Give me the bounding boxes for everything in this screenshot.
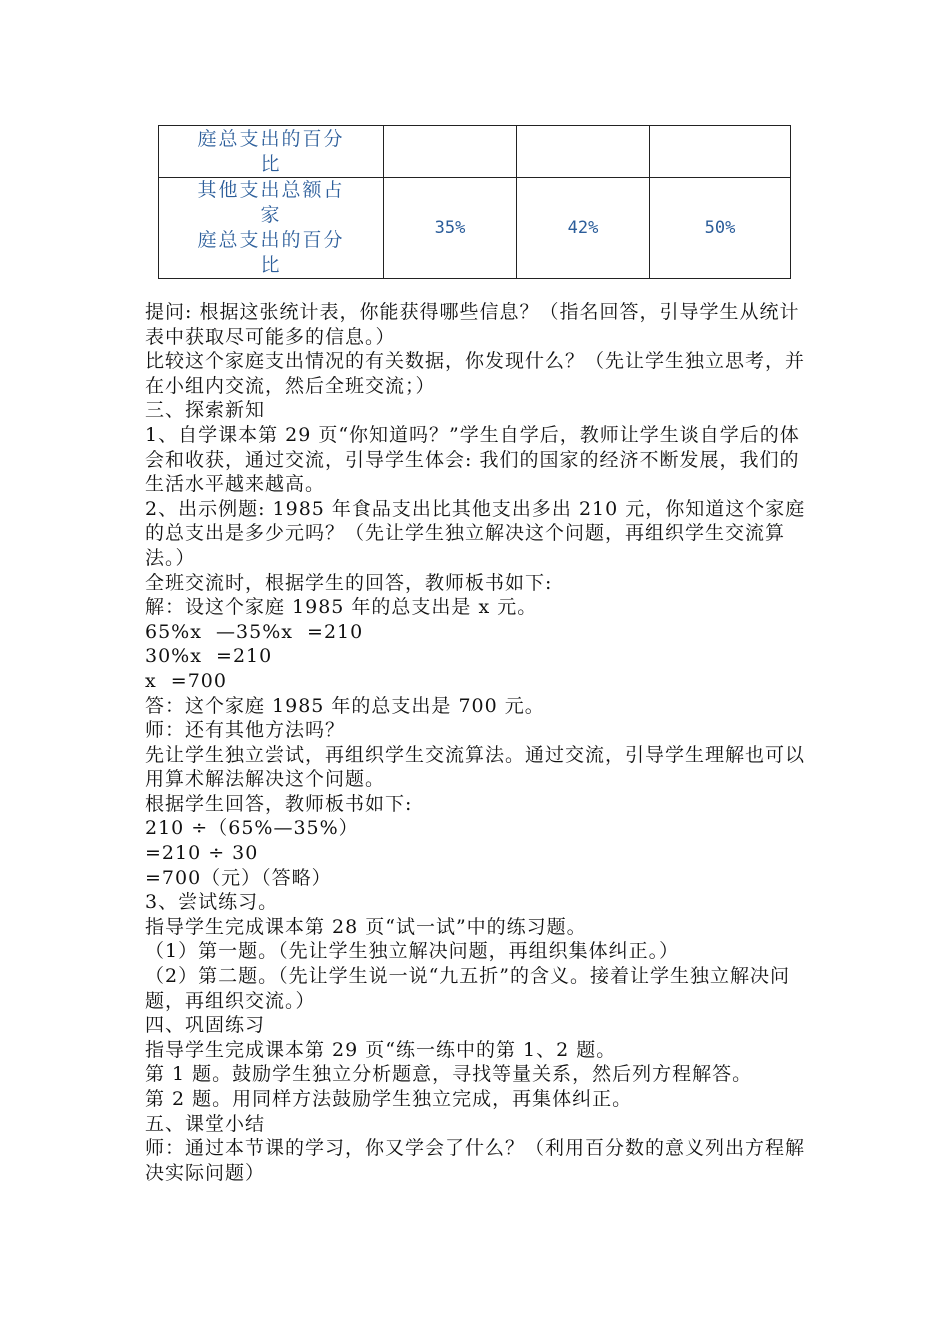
table-cell: 50%: [650, 178, 791, 279]
label-line: 其他支出总额占: [197, 179, 345, 201]
paragraph: x =700: [145, 669, 227, 692]
paragraph: 师：还有其他方法吗？: [145, 719, 346, 742]
table-cell: [517, 126, 650, 178]
paragraph: 三、探索新知: [145, 399, 266, 422]
label-line: 比: [260, 254, 282, 276]
paragraph: 3、尝试练习。: [145, 891, 279, 914]
paragraph: 指导学生完成课本第 28 页“试一试”中的练习题。: [145, 915, 587, 938]
table-row: [159, 178, 791, 279]
paragraph: 师：通过本节课的学习，你又学会了什么？（利用百分数的意义列出方程解决实际问题）: [145, 1137, 806, 1184]
label-line: 比: [260, 152, 282, 175]
paragraph: 四、巩固练习: [145, 1014, 266, 1037]
paragraph: （2）第二题。（先让学生说一说“九五折”的含义。接着让学生独立解决问题，再组织交流。）: [145, 965, 791, 1012]
paragraph: 根据学生回答，教师板书如下:: [145, 792, 413, 815]
paragraph: 先让学生独立尝试，再组织学生交流算法。通过交流，引导学生理解也可以用算术解法解决这个问题。: [145, 743, 806, 791]
row-label: [159, 178, 384, 279]
table-cell: 35%: [384, 178, 517, 279]
paragraph: 65%x —35%x =210: [145, 620, 364, 643]
paragraph: （1）第一题。（先让学生独立解决问题，再组织集体纠正。）: [145, 940, 680, 963]
label-line: 庭总支出的百分: [197, 127, 345, 150]
paragraph: 第 1 题。鼓励学生独立分析题意，寻找等量关系，然后列方程解答。: [145, 1063, 753, 1086]
label-line: 家: [260, 204, 282, 226]
paragraph: 全班交流时，根据学生的回答，教师板书如下:: [145, 571, 553, 594]
paragraph: 五、课堂小结: [145, 1112, 266, 1135]
document-body: [145, 300, 815, 1185]
table-cell: 42%: [517, 178, 650, 279]
paragraph: 指导学生完成课本第 29 页“练一练中的第 1、2 题。: [145, 1038, 617, 1061]
table-row: [159, 126, 791, 178]
label-line: 庭总支出的百分: [197, 229, 345, 251]
paragraph: =210 ÷ 30: [145, 842, 259, 865]
table-cell: [650, 126, 791, 178]
paragraph: 答：这个家庭 1985 年的总支出是 700 元。: [145, 694, 545, 717]
statistics-table: [158, 125, 791, 279]
paragraph: 第 2 题。用同样方法鼓励学生独立完成，再集体纠正。: [145, 1088, 633, 1110]
paragraph: 比较这个家庭支出情况的有关数据，你发现什么？（先让学生独立思考，并在小组内交流，然后全班交流；）: [145, 350, 806, 397]
table-cell: [384, 126, 517, 178]
paragraph: 提问: 根据这张统计表，你能获得哪些信息？（指名回答，引导学生从统计表中获取尽可能多的信息。）: [145, 301, 800, 348]
paragraph: =700（元）（答略）: [145, 866, 332, 889]
statistics-table-fragment: [158, 125, 791, 279]
paragraph: 1、自学课本第 29 页“你知道吗？”学生自学后，教师让学生谈自学后的体会和收获，通过交流，引导学生体会: 我们的国家的经济不断发展，我们的生活水平越来越高。: [145, 423, 800, 496]
paragraph: 30%x =210: [145, 645, 273, 668]
paragraph: 210 ÷（65%—35%）: [145, 817, 359, 840]
paragraph: 解：设这个家庭 1985 年的总支出是 x 元。: [145, 596, 538, 619]
row-label: [159, 126, 384, 178]
paragraph: 2、出示例题: 1985 年食品支出比其他支出多出 210 元，你知道这个家庭的总支出是多少元吗？（先让学生独立解决这个问题，再组织学生交流算法。）: [145, 497, 806, 569]
